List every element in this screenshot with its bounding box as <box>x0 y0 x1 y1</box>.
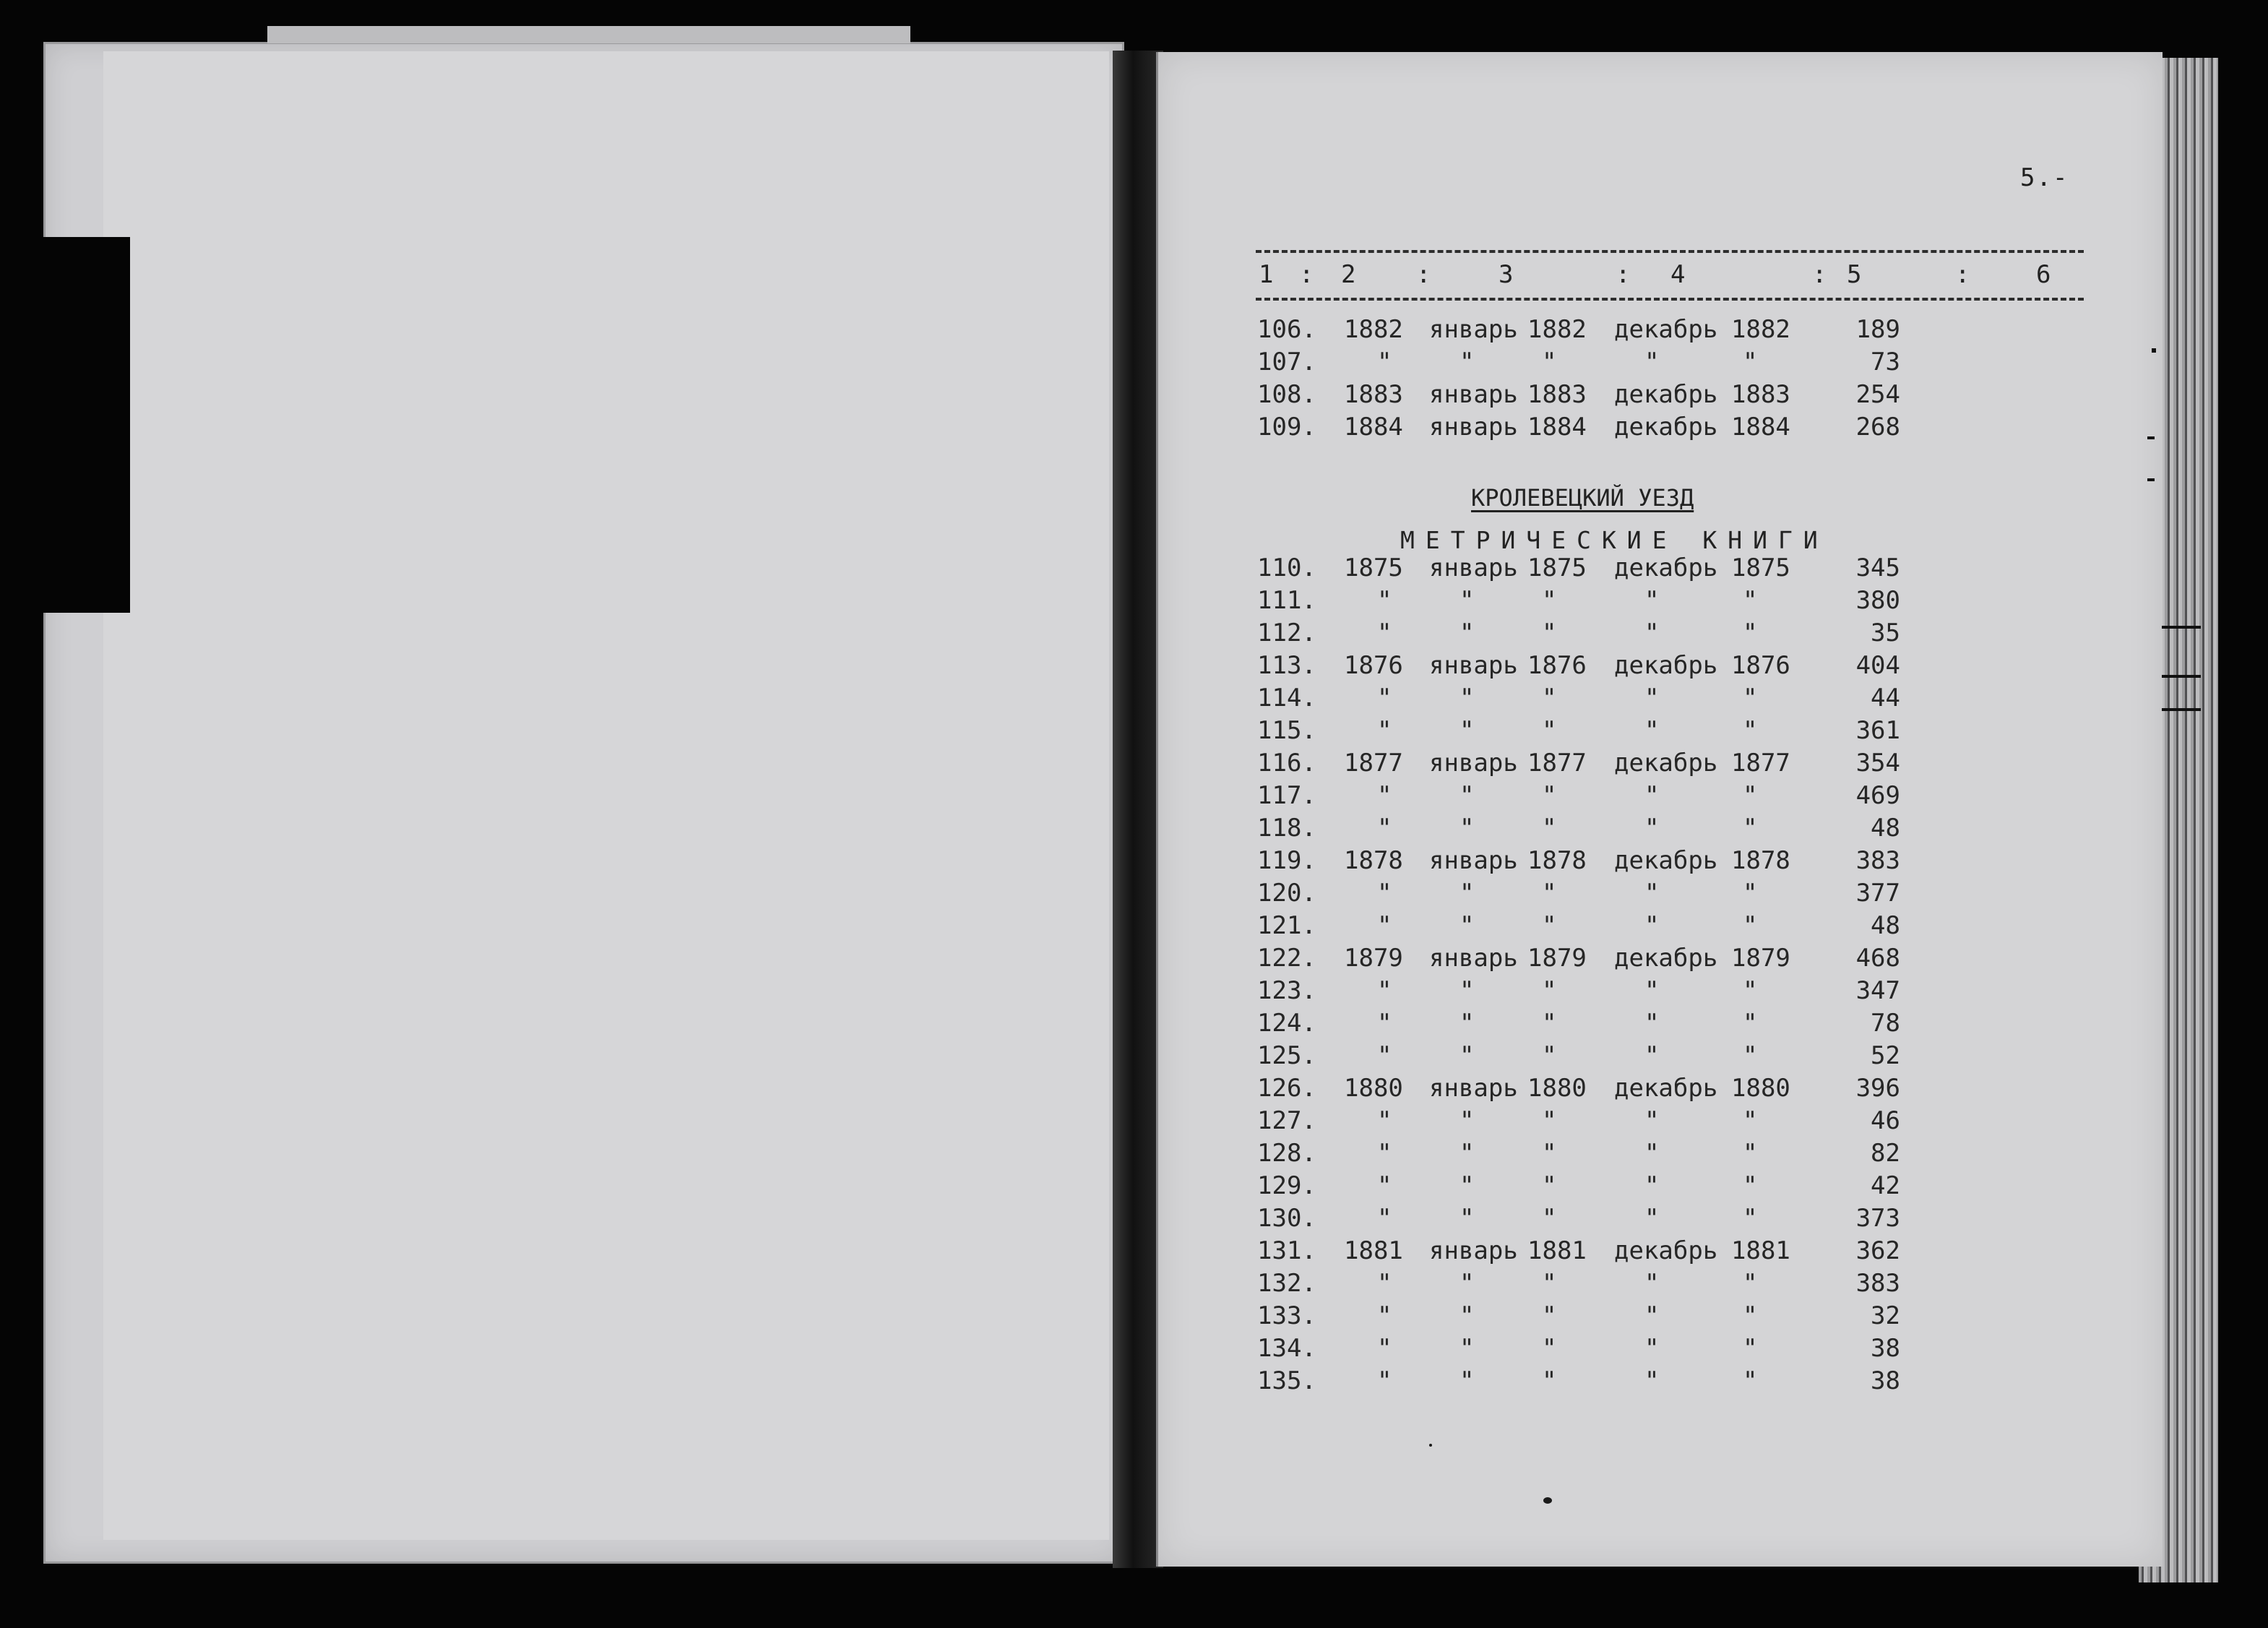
cell-to-year: 1881 <box>1731 1236 1790 1265</box>
cell-from-year: 1884 <box>1527 413 1587 442</box>
cell-from-year: 1875 <box>1527 554 1587 582</box>
cell-no: 133. <box>1257 1301 1316 1330</box>
cell-from-month: " <box>1459 879 1475 908</box>
header-column-0: 1 <box>1259 260 1274 289</box>
cell-to-year: " <box>1743 619 1758 647</box>
cell-year: " <box>1377 1301 1392 1330</box>
header-column-9: : <box>1955 260 1970 289</box>
cell-to-month: " <box>1644 1139 1660 1168</box>
cell-to-month: декабрь <box>1614 1074 1718 1103</box>
cell-from-month: январь <box>1429 315 1518 344</box>
cell-from-year: " <box>1542 1301 1557 1330</box>
edge-mark <box>2162 708 2201 711</box>
cell-count: 469 <box>1855 781 1900 810</box>
cell-from-month: январь <box>1429 944 1518 973</box>
header-rule-bottom <box>1256 298 2084 301</box>
cell-no: 130. <box>1257 1204 1316 1233</box>
cell-from-month: январь <box>1429 846 1518 875</box>
cell-to-year: 1880 <box>1731 1074 1790 1103</box>
cell-to-year: 1884 <box>1731 413 1790 442</box>
cell-to-month: " <box>1644 716 1660 745</box>
cell-year: 1877 <box>1344 749 1403 778</box>
cell-no: 134. <box>1257 1334 1316 1363</box>
ink-speck <box>1543 1497 1552 1504</box>
cell-no: 116. <box>1257 749 1316 778</box>
cell-to-year: 1879 <box>1731 944 1790 973</box>
cell-to-year: 1883 <box>1731 380 1790 409</box>
cell-no: 124. <box>1257 1009 1316 1038</box>
cell-from-month: " <box>1459 1366 1475 1395</box>
cell-from-month: январь <box>1429 1074 1518 1103</box>
edge-mark <box>2152 348 2156 353</box>
cell-no: 109. <box>1257 413 1316 442</box>
cell-count: 46 <box>1871 1106 1900 1135</box>
cell-to-year: " <box>1743 879 1758 908</box>
cell-no: 110. <box>1257 554 1316 582</box>
header-column-3: : <box>1416 260 1431 289</box>
cell-count: 42 <box>1871 1171 1900 1200</box>
cell-to-month: " <box>1644 1366 1660 1395</box>
cell-from-year: " <box>1542 1334 1557 1363</box>
cell-to-month: " <box>1644 781 1660 810</box>
cell-year: 1875 <box>1344 554 1403 582</box>
cell-from-year: " <box>1542 619 1557 647</box>
cell-count: 38 <box>1871 1366 1900 1395</box>
cell-no: 111. <box>1257 586 1316 615</box>
cell-to-month: декабрь <box>1614 315 1718 344</box>
cell-count: 468 <box>1855 944 1900 973</box>
left-page-top-strip <box>267 26 910 43</box>
cell-year: 1876 <box>1344 651 1403 680</box>
cell-from-month: " <box>1459 1106 1475 1135</box>
cell-to-year: " <box>1743 586 1758 615</box>
cell-year: " <box>1377 911 1392 940</box>
cell-no: 120. <box>1257 879 1316 908</box>
cell-to-year: " <box>1743 1171 1758 1200</box>
cell-no: 112. <box>1257 619 1316 647</box>
cell-from-month: " <box>1459 716 1475 745</box>
cell-to-month: декабрь <box>1614 749 1718 778</box>
cell-count: 383 <box>1855 846 1900 875</box>
edge-mark <box>2162 626 2201 629</box>
cell-from-year: " <box>1542 879 1557 908</box>
cell-to-month: " <box>1644 976 1660 1005</box>
cell-to-month: " <box>1644 1041 1660 1070</box>
cell-to-month: декабрь <box>1614 554 1718 582</box>
cell-from-month: январь <box>1429 1236 1518 1265</box>
header-column-5: : <box>1616 260 1631 289</box>
cell-year: 1881 <box>1344 1236 1403 1265</box>
cell-from-month: " <box>1459 1041 1475 1070</box>
cell-to-year: 1882 <box>1731 315 1790 344</box>
cell-count: 373 <box>1855 1204 1900 1233</box>
cell-from-year: 1882 <box>1527 315 1587 344</box>
cell-to-month: " <box>1644 1009 1660 1038</box>
cell-to-month: декабрь <box>1614 380 1718 409</box>
cell-count: 268 <box>1855 413 1900 442</box>
cell-from-year: 1878 <box>1527 846 1587 875</box>
cell-from-month: " <box>1459 348 1475 376</box>
cell-to-month: " <box>1644 684 1660 712</box>
cell-count: 254 <box>1855 380 1900 409</box>
cell-no: 132. <box>1257 1269 1316 1298</box>
cell-from-month: январь <box>1429 413 1518 442</box>
cell-from-month: " <box>1459 976 1475 1005</box>
cell-year: 1882 <box>1344 315 1403 344</box>
cell-from-year: " <box>1542 781 1557 810</box>
cell-from-year: " <box>1542 1171 1557 1200</box>
cell-from-year: " <box>1542 1269 1557 1298</box>
cell-from-year: 1876 <box>1527 651 1587 680</box>
cell-no: 127. <box>1257 1106 1316 1135</box>
cell-count: 52 <box>1871 1041 1900 1070</box>
cell-year: " <box>1377 1171 1392 1200</box>
cell-to-month: декабрь <box>1614 846 1718 875</box>
header-column-6: 4 <box>1670 260 1686 289</box>
cell-to-year: " <box>1743 1269 1758 1298</box>
cell-from-year: " <box>1542 1204 1557 1233</box>
cell-count: 396 <box>1855 1074 1900 1103</box>
cell-no: 125. <box>1257 1041 1316 1070</box>
cell-to-year: " <box>1743 1334 1758 1363</box>
cell-from-month: " <box>1459 1334 1475 1363</box>
cell-to-month: " <box>1644 1106 1660 1135</box>
cell-to-year: 1878 <box>1731 846 1790 875</box>
cell-from-year: " <box>1542 1009 1557 1038</box>
ink-speck <box>1429 1444 1432 1447</box>
cell-no: 108. <box>1257 380 1316 409</box>
cell-from-year: 1879 <box>1527 944 1587 973</box>
cell-no: 113. <box>1257 651 1316 680</box>
cell-from-month: " <box>1459 684 1475 712</box>
cell-to-year: " <box>1743 348 1758 376</box>
cell-no: 129. <box>1257 1171 1316 1200</box>
cell-year: " <box>1377 781 1392 810</box>
cell-count: 404 <box>1855 651 1900 680</box>
header-rule-top <box>1256 250 2084 253</box>
header-column-10: 6 <box>2036 260 2051 289</box>
cell-to-year: " <box>1743 1041 1758 1070</box>
cell-to-year: " <box>1743 1139 1758 1168</box>
cell-from-month: январь <box>1429 749 1518 778</box>
cell-to-month: " <box>1644 911 1660 940</box>
cell-year: " <box>1377 976 1392 1005</box>
cell-to-month: декабрь <box>1614 651 1718 680</box>
cell-year: " <box>1377 1334 1392 1363</box>
cell-count: 377 <box>1855 879 1900 908</box>
cell-to-month: " <box>1644 879 1660 908</box>
cell-to-year: " <box>1743 1009 1758 1038</box>
cell-from-year: " <box>1542 684 1557 712</box>
cell-no: 118. <box>1257 814 1316 843</box>
cell-year: 1879 <box>1344 944 1403 973</box>
left-page <box>43 42 1124 1564</box>
cell-from-year: 1881 <box>1527 1236 1587 1265</box>
header-column-4: 3 <box>1499 260 1514 289</box>
header-column-1: : <box>1299 260 1314 289</box>
cell-from-year: 1883 <box>1527 380 1587 409</box>
cell-from-year: " <box>1542 1366 1557 1395</box>
cell-from-month: " <box>1459 619 1475 647</box>
cell-from-year: " <box>1542 1106 1557 1135</box>
cell-to-year: 1875 <box>1731 554 1790 582</box>
cell-no: 117. <box>1257 781 1316 810</box>
cell-from-year: " <box>1542 348 1557 376</box>
edge-mark <box>2162 675 2201 678</box>
cell-no: 119. <box>1257 846 1316 875</box>
cell-to-year: " <box>1743 911 1758 940</box>
cell-count: 73 <box>1871 348 1900 376</box>
cell-year: " <box>1377 1041 1392 1070</box>
cell-count: 48 <box>1871 911 1900 940</box>
cell-from-year: " <box>1542 1139 1557 1168</box>
cell-to-year: " <box>1743 1301 1758 1330</box>
cell-to-year: " <box>1743 1106 1758 1135</box>
cell-to-year: " <box>1743 684 1758 712</box>
cell-to-year: " <box>1743 1366 1758 1395</box>
cell-count: 78 <box>1871 1009 1900 1038</box>
cell-no: 121. <box>1257 911 1316 940</box>
cell-from-month: январь <box>1429 380 1518 409</box>
cell-from-month: " <box>1459 1269 1475 1298</box>
cell-year: " <box>1377 1366 1392 1395</box>
cell-year: " <box>1377 1269 1392 1298</box>
cell-count: 32 <box>1871 1301 1900 1330</box>
header-column-2: 2 <box>1341 260 1356 289</box>
cell-to-month: " <box>1644 1269 1660 1298</box>
cell-year: 1883 <box>1344 380 1403 409</box>
cell-to-month: " <box>1644 814 1660 843</box>
section-title: КРОЛЕВЕЦКИЙ УЕЗД <box>1471 484 1694 512</box>
cell-count: 354 <box>1855 749 1900 778</box>
cell-from-year: " <box>1542 586 1557 615</box>
cell-year: " <box>1377 586 1392 615</box>
cell-to-month: " <box>1644 1301 1660 1330</box>
cell-no: 107. <box>1257 348 1316 376</box>
cell-to-month: " <box>1644 1334 1660 1363</box>
cell-from-year: " <box>1542 976 1557 1005</box>
cell-no: 131. <box>1257 1236 1316 1265</box>
cell-from-month: " <box>1459 1139 1475 1168</box>
cell-from-month: январь <box>1429 651 1518 680</box>
cell-no: 126. <box>1257 1074 1316 1103</box>
cell-no: 114. <box>1257 684 1316 712</box>
cell-count: 380 <box>1855 586 1900 615</box>
edge-mark <box>2147 436 2155 439</box>
cell-to-month: декабрь <box>1614 1236 1718 1265</box>
cell-to-month: " <box>1644 586 1660 615</box>
cell-to-year: " <box>1743 1204 1758 1233</box>
cell-year: 1884 <box>1344 413 1403 442</box>
cell-from-month: " <box>1459 1009 1475 1038</box>
cell-count: 48 <box>1871 814 1900 843</box>
cell-from-month: январь <box>1429 554 1518 582</box>
cell-no: 123. <box>1257 976 1316 1005</box>
cell-count: 347 <box>1855 976 1900 1005</box>
cell-no: 115. <box>1257 716 1316 745</box>
cell-year: " <box>1377 1139 1392 1168</box>
cell-no: 122. <box>1257 944 1316 973</box>
cell-year: " <box>1377 1009 1392 1038</box>
cell-from-year: 1877 <box>1527 749 1587 778</box>
cell-from-month: " <box>1459 1301 1475 1330</box>
cell-from-year: " <box>1542 911 1557 940</box>
cell-count: 38 <box>1871 1334 1900 1363</box>
cell-to-year: " <box>1743 781 1758 810</box>
cell-from-month: " <box>1459 911 1475 940</box>
cell-count: 361 <box>1855 716 1900 745</box>
cell-year: 1880 <box>1344 1074 1403 1103</box>
cell-to-year: 1876 <box>1731 651 1790 680</box>
cell-year: " <box>1377 879 1392 908</box>
cell-from-month: " <box>1459 1204 1475 1233</box>
cell-no: 128. <box>1257 1139 1316 1168</box>
cell-year: " <box>1377 1204 1392 1233</box>
cell-count: 362 <box>1855 1236 1900 1265</box>
page-number: 5.- <box>2020 163 2069 192</box>
cell-from-year: " <box>1542 1041 1557 1070</box>
edge-mark <box>2147 478 2155 481</box>
cell-to-year: 1877 <box>1731 749 1790 778</box>
cell-year: " <box>1377 619 1392 647</box>
cell-from-year: " <box>1542 814 1557 843</box>
cell-year: " <box>1377 1106 1392 1135</box>
cell-count: 345 <box>1855 554 1900 582</box>
cell-count: 383 <box>1855 1269 1900 1298</box>
cell-count: 189 <box>1855 315 1900 344</box>
cell-to-year: " <box>1743 716 1758 745</box>
cell-count: 82 <box>1871 1139 1900 1168</box>
cell-year: " <box>1377 814 1392 843</box>
header-column-8: 5 <box>1847 260 1862 289</box>
cell-from-year: 1880 <box>1527 1074 1587 1103</box>
cell-no: 135. <box>1257 1366 1316 1395</box>
cell-year: 1878 <box>1344 846 1403 875</box>
cell-to-month: " <box>1644 348 1660 376</box>
cell-to-month: декабрь <box>1614 413 1718 442</box>
cell-to-year: " <box>1743 814 1758 843</box>
cell-year: " <box>1377 684 1392 712</box>
cell-from-month: " <box>1459 586 1475 615</box>
cell-from-month: " <box>1459 814 1475 843</box>
header-column-7: : <box>1812 260 1827 289</box>
cell-no: 106. <box>1257 315 1316 344</box>
cell-to-month: " <box>1644 619 1660 647</box>
cell-from-year: " <box>1542 716 1557 745</box>
cell-count: 35 <box>1871 619 1900 647</box>
cell-to-month: декабрь <box>1614 944 1718 973</box>
cell-to-month: " <box>1644 1204 1660 1233</box>
cell-year: " <box>1377 348 1392 376</box>
cell-to-year: " <box>1743 976 1758 1005</box>
left-page-cutout <box>33 237 130 613</box>
cell-count: 44 <box>1871 684 1900 712</box>
cell-from-month: " <box>1459 1171 1475 1200</box>
cell-from-month: " <box>1459 781 1475 810</box>
cell-year: " <box>1377 716 1392 745</box>
cell-to-month: " <box>1644 1171 1660 1200</box>
section-subtitle: МЕТРИЧЕСКИЕ КНИГИ <box>1400 526 1829 554</box>
left-page-inner <box>103 51 1109 1540</box>
